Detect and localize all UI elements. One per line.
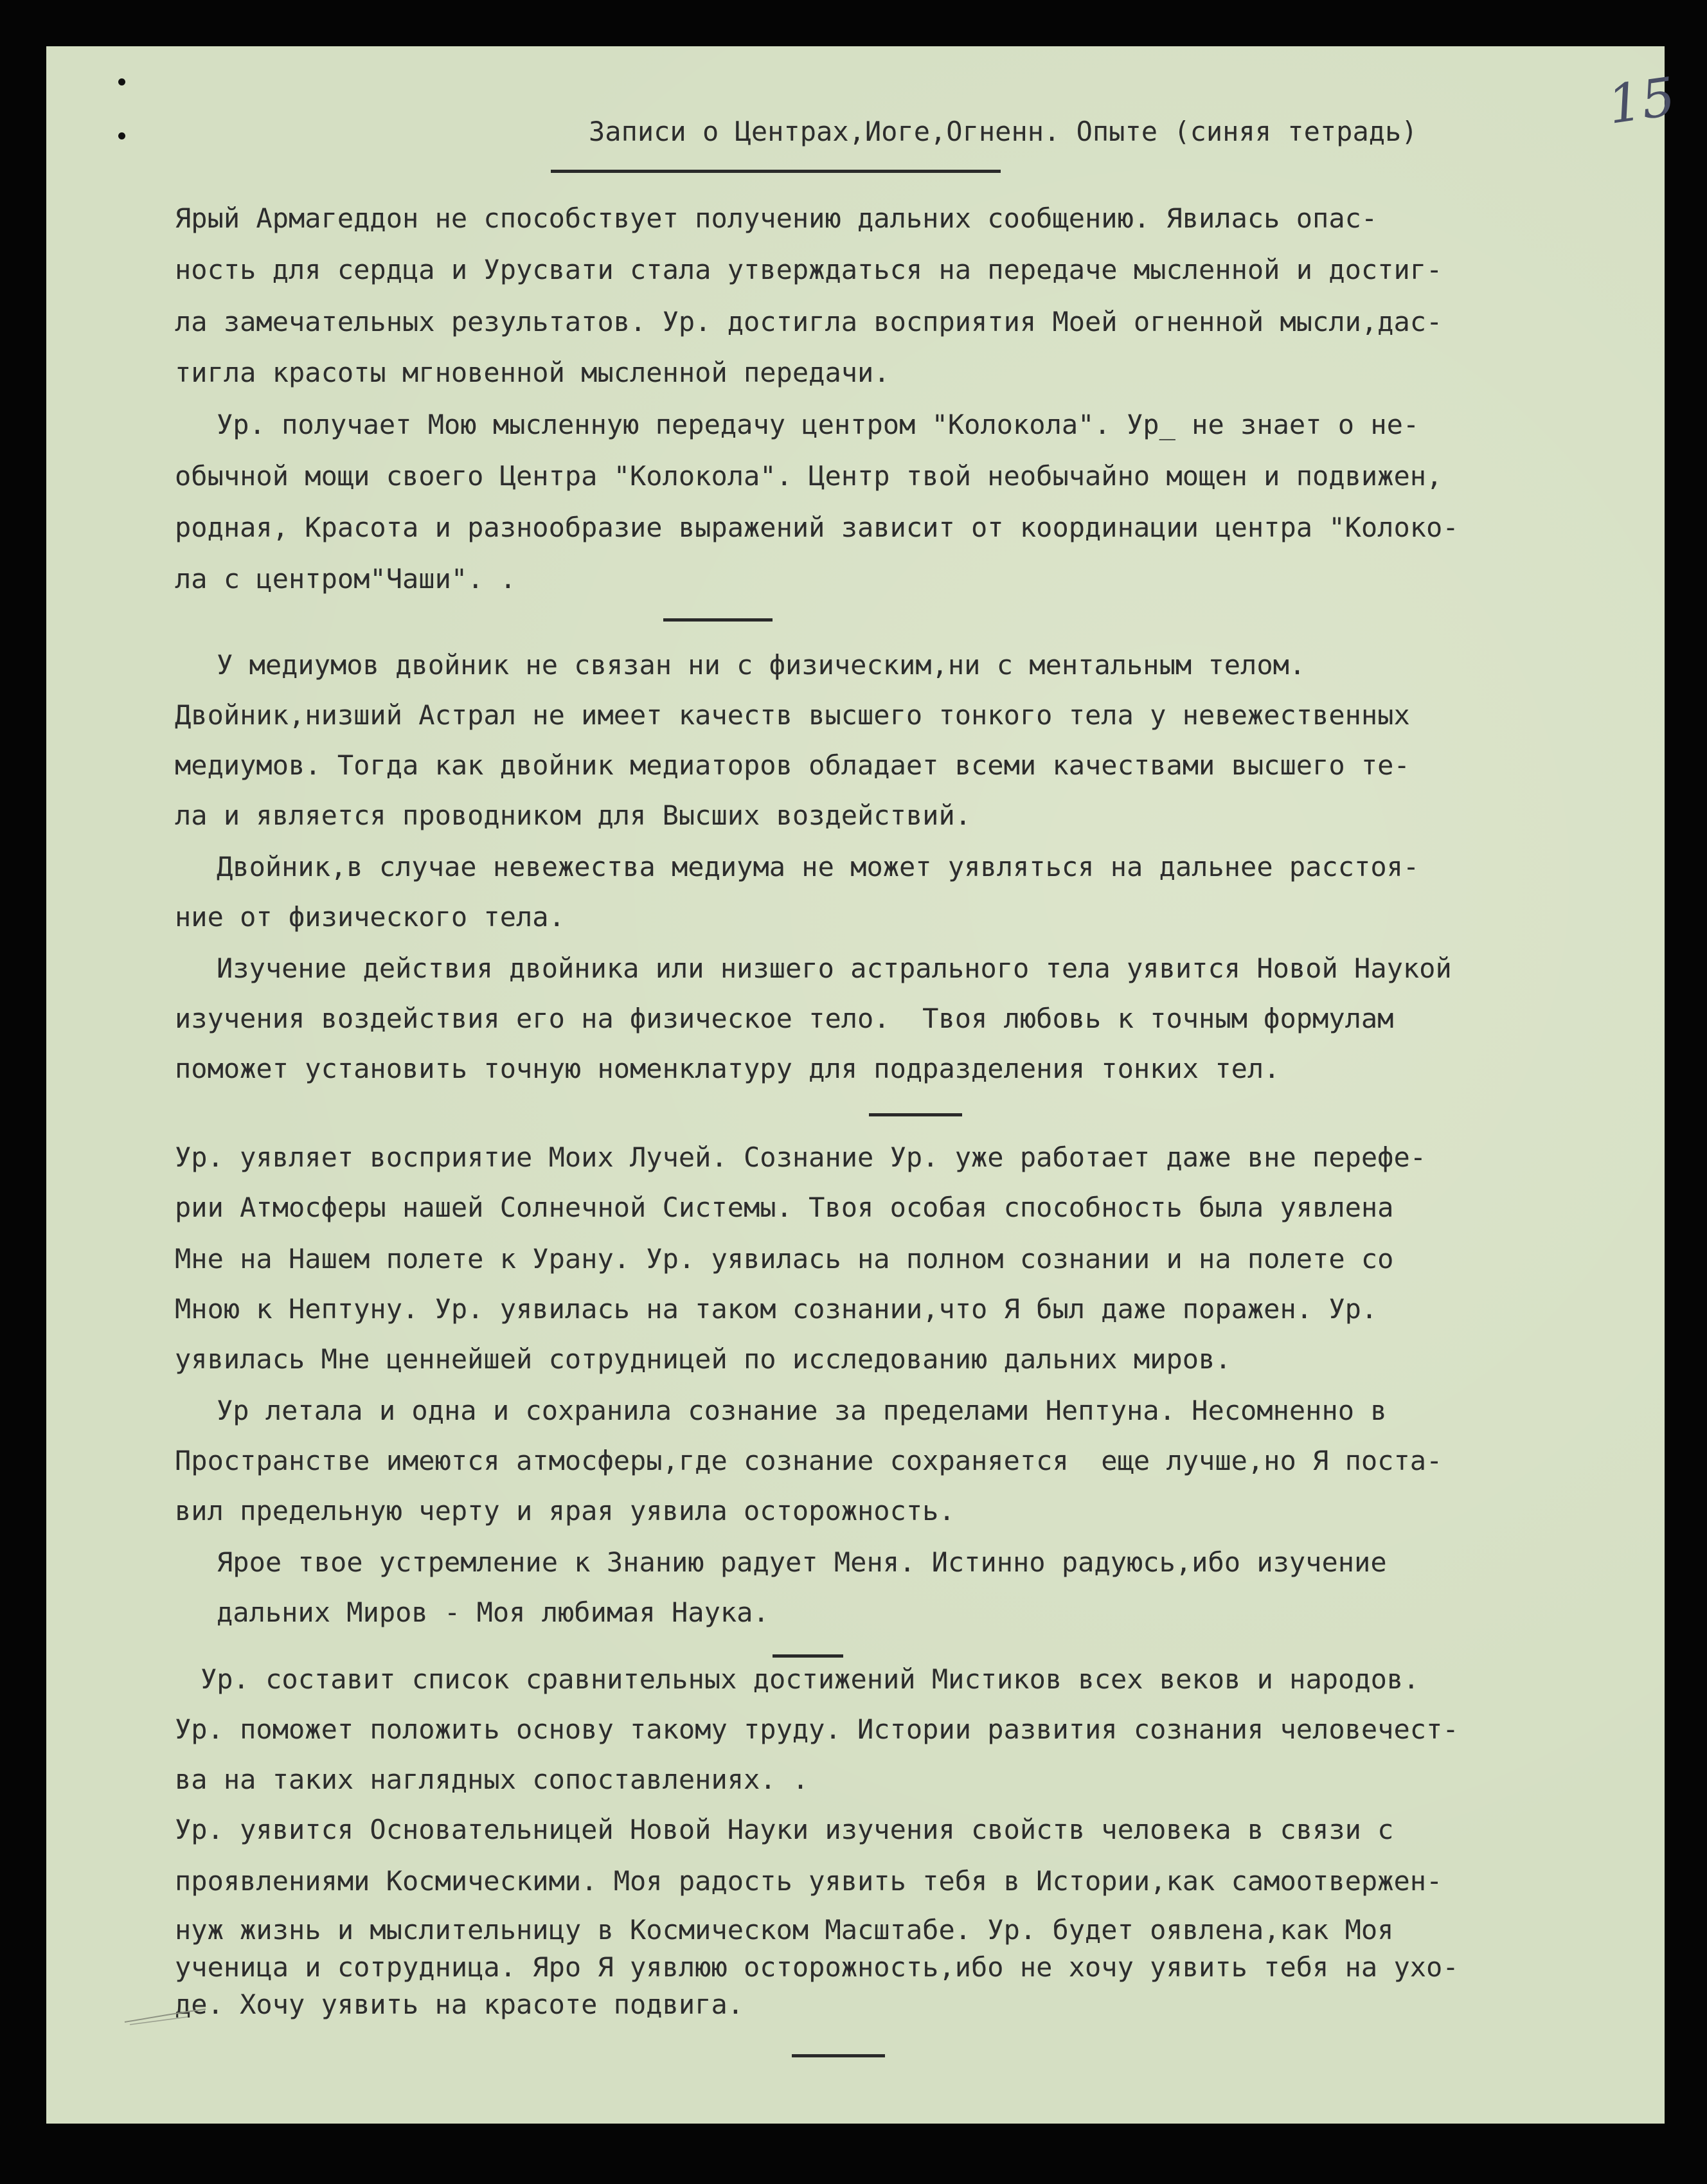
text-line: Ур. поможет положить основу такому труду. Истории развития сознания человечест- [175, 1714, 1459, 1745]
text-line: Ур. уявляет восприятие Моих Лучей. Сознание Ур. уже работает даже вне перефе- [175, 1141, 1427, 1173]
pencil-mark [123, 2007, 207, 2026]
section-divider [792, 2054, 885, 2057]
title-underline [551, 170, 1001, 173]
text-line: рии Атмосферы нашей Солнечной Системы. Твоя особая способность была уявлена [175, 1192, 1394, 1223]
binder-hole-top [118, 78, 125, 85]
text-line: нуж жизнь и мыслительницу в Космическом Масштабе. Ур. будет оявлена,как Моя [175, 1914, 1394, 1946]
text-line: Двойник,в случае невежества медиума не может уявляться на дальнее расстоя- [217, 851, 1420, 882]
text-line: обычной мощи своего Центра "Колокола". Центр твой необычайно мощен и подвижен, [175, 460, 1443, 492]
text-line: Мною к Нептуну. Ур. уявилась на таком сознании,что Я был даже поражен. Ур. [175, 1293, 1378, 1325]
text-line: Ярое твое устремление к Знанию радует Меня. Истинно радуюсь,ибо изучение [217, 1546, 1387, 1578]
text-line: ва на таких наглядных сопоставлениях. . [175, 1764, 809, 1795]
text-line: де. Хочу уявить на красоте подвига. [175, 1989, 744, 2020]
text-line: Двойник,низший Астрал не имеет качеств высшего тонкого тела у невежественных [175, 699, 1410, 731]
section-divider [869, 1113, 962, 1116]
section-divider [773, 1654, 843, 1658]
text-line: Ур. получает Мою мысленную передачу центром "Колокола". Ур_ не знает о не- [217, 409, 1420, 440]
text-line: Ярый Армагеддон не способствует получению дальних сообщению. Явилась опас- [175, 202, 1378, 234]
section-divider [663, 618, 773, 622]
text-line: родная, Красота и разнообразие выражений зависит от координации центра "Колоко- [175, 512, 1459, 543]
text-line: ла и является проводником для Высших воздействий. [175, 800, 972, 831]
text-line: дальних Миров - Моя любимая Наука. [217, 1597, 769, 1628]
binder-hole-bottom [118, 132, 125, 139]
text-line: Ур. составит список сравнительных достижений Мистиков всех веков и народов. [201, 1663, 1420, 1695]
text-line: медиумов. Тогда как двойник медиаторов обладает всеми качествами высшего те- [175, 749, 1410, 781]
text-line: ученица и сотрудница. Яро Я уявлюю осторожность,ибо не хочу уявить тебя на ухо- [175, 1951, 1459, 1983]
text-line: проявлениями Космическими. Моя радость уявить тебя в Истории,как самоотвержен- [175, 1865, 1443, 1897]
text-line: тигла красоты мгновенной мысленной передачи. [175, 357, 890, 388]
text-line: Ур. уявится Основательницей Новой Науки изучения свойств человека в связи с [175, 1814, 1394, 1845]
text-line: Ур летала и одна и сохранила сознание за пределами Нептуна. Несомненно в [217, 1395, 1387, 1426]
text-line: уявилась Мне ценнейшей сотрудницей по исследованию дальних миров. [175, 1343, 1231, 1375]
text-line: поможет установить точную номенклатуру для подразделения тонких тел. [175, 1053, 1280, 1084]
text-line: Мне на Нашем полете к Урану. Ур. уявилась на полном сознании и на полете со [175, 1243, 1394, 1275]
text-line: ние от физического тела. [175, 901, 565, 933]
handwritten-page-number: 15 [1604, 66, 1679, 136]
text-line: вил предельную черту и ярая уявила осторожность. [175, 1495, 955, 1526]
text-line: ла с центром"Чаши". . [175, 563, 517, 595]
text-line: Изучение действия двойника или низшего астрального тела уявится Новой Наукой [217, 953, 1452, 984]
text-line: У медиумов двойник не связан ни с физическим,ни с ментальным телом. [217, 649, 1306, 681]
text-line: изучения воздействия его на физическое тело. Твоя любовь к точным формулам [175, 1003, 1394, 1034]
text-line: ла замечательных результатов. Ур. достигла восприятия Моей огненной мысли,дас- [175, 306, 1443, 337]
typescript-page [46, 46, 1679, 2124]
text-line: Пространстве имеются атмосферы,где сознание сохраняется еще лучше,но Я поста- [175, 1445, 1443, 1476]
page-title: Записи о Центрах,Иоге,Огненн. Опыте (синяя тетрадь) [589, 116, 1418, 147]
text-line: ность для сердца и Урусвати стала утверждаться на передаче мысленной и достиг- [175, 254, 1443, 285]
